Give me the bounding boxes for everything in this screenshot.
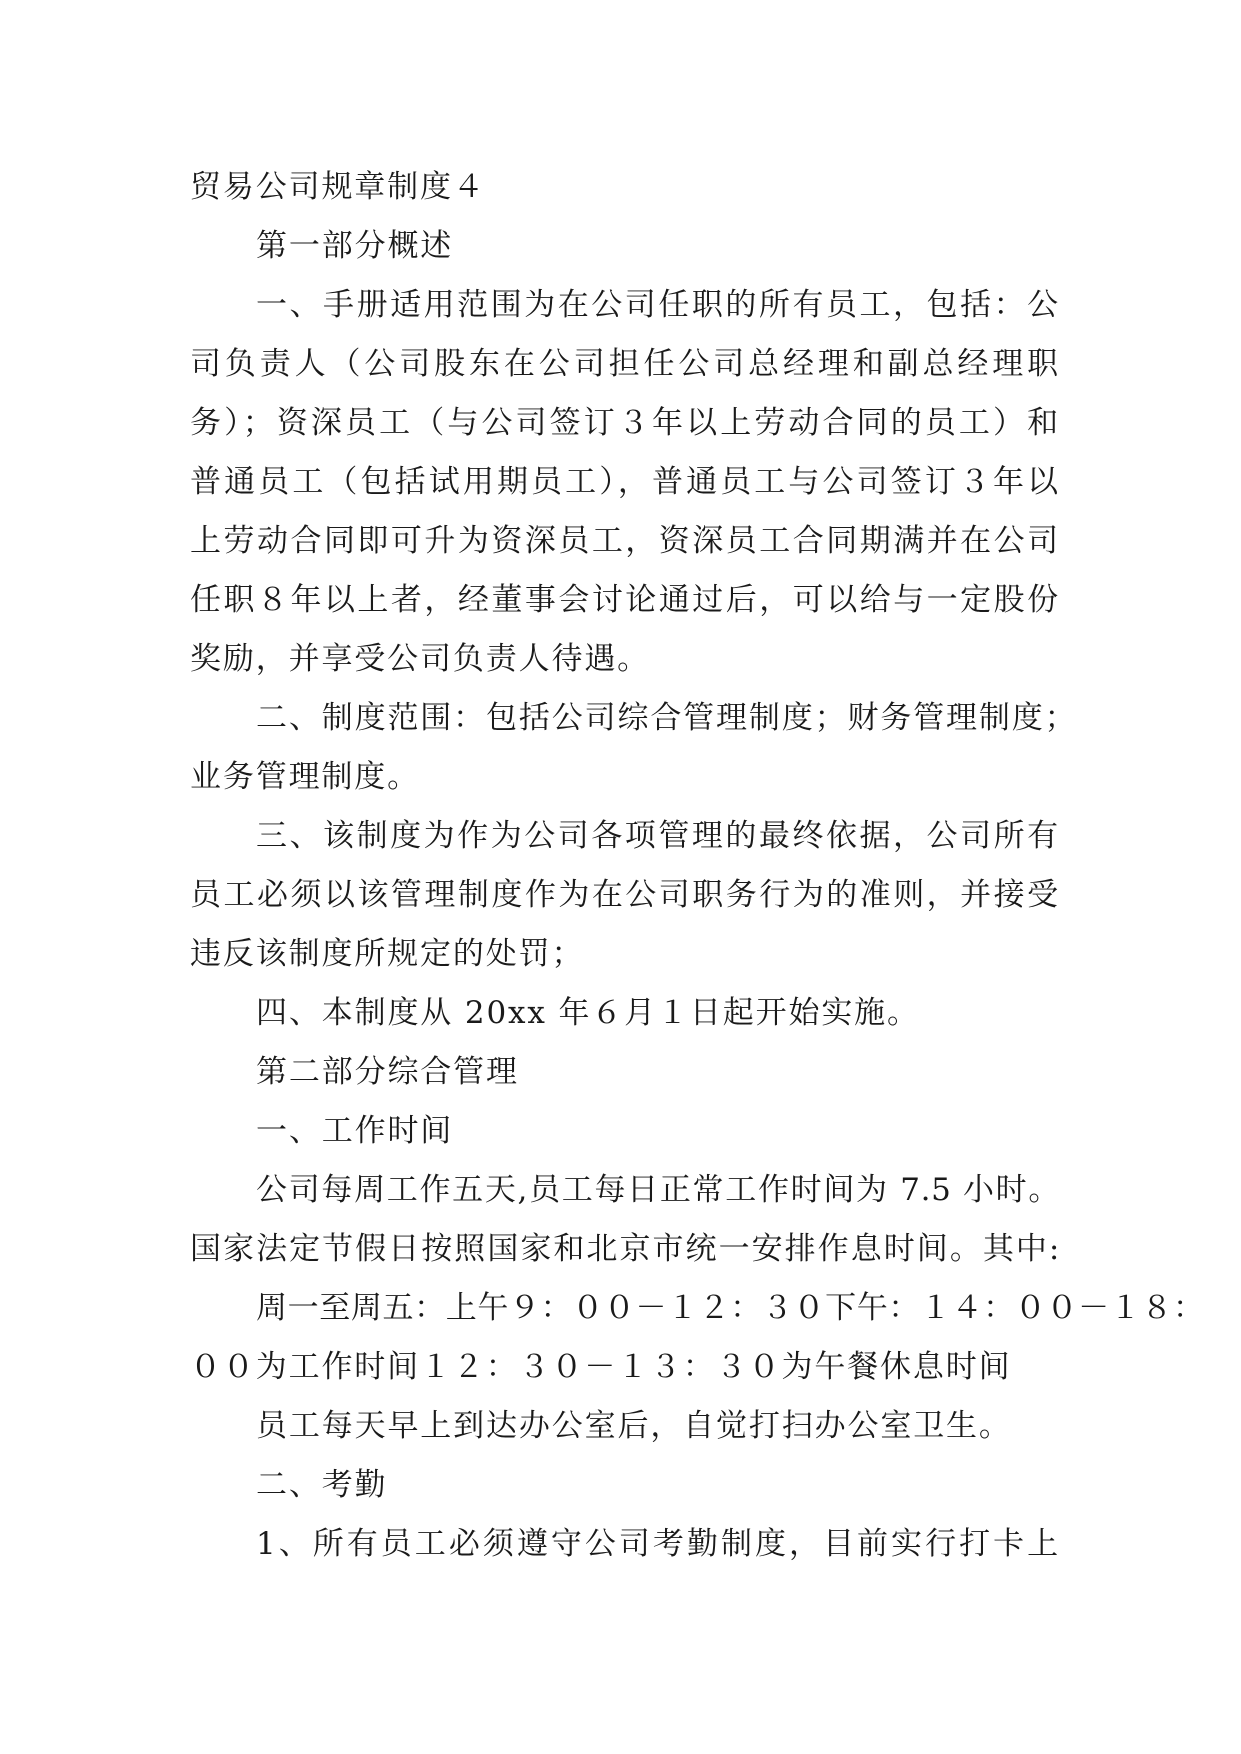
paragraph-line: 务）；资深员工（与公司签订３年以上劳动合同的员工）和 <box>190 405 1060 441</box>
paragraph-line: 任职８年以上者，经董事会讨论通过后，可以给与一定股份 <box>190 582 1060 618</box>
paragraph-line: 四、本制度从 20xx 年６月１日起开始实施。 <box>256 995 920 1031</box>
subsection-heading: 一、工作时间 <box>256 1113 454 1149</box>
paragraph-line: 三、该制度为作为公司各项管理的最终依据，公司所有 <box>256 818 1060 854</box>
paragraph-line: 国家法定节假日按照国家和北京市统一安排作息时间。其中: <box>190 1231 1060 1267</box>
paragraph-line: 员工必须以该管理制度作为在公司职务行为的准则，并接受 <box>190 877 1060 913</box>
paragraph-line: 奖励，并享受公司负责人待遇。 <box>190 641 651 677</box>
paragraph-line: 周一至周五：上午９：００－１２：３０下午：１４：００－１８： <box>256 1290 1205 1326</box>
paragraph-line: 司负责人（公司股东在公司担任公司总经理和副总经理职 <box>190 346 1060 382</box>
section-heading: 第二部分综合管理 <box>256 1054 519 1090</box>
paragraph-line: 一、手册适用范围为在公司任职的所有员工，包括：公 <box>256 287 1060 323</box>
section-heading: 第一部分概述 <box>256 228 454 264</box>
paragraph-line: 上劳动合同即可升为资深员工，资深员工合同期满并在公司 <box>190 523 1060 559</box>
paragraph-line: 普通员工（包括试用期员工），普通员工与公司签订３年以 <box>190 464 1060 500</box>
document-body <box>190 158 1205 1574</box>
paragraph-line: ００为工作时间１２：３０－１３：３０为午餐休息时间 <box>190 1349 1012 1385</box>
paragraph-line: 业务管理制度。 <box>190 759 421 795</box>
paragraph-line: 1、所有员工必须遵守公司考勤制度，目前实行打卡上 <box>256 1526 1060 1562</box>
paragraph-line: 公司每周工作五天,员工每日正常工作时间为 7.5 小时。 <box>256 1172 1060 1208</box>
document-title: 贸易公司规章制度４ <box>190 169 486 205</box>
subsection-heading: 二、考勤 <box>256 1467 388 1503</box>
paragraph-line: 二、制度范围：包括公司综合管理制度；财务管理制度； <box>256 700 1078 736</box>
paragraph-line: 员工每天早上到达办公室后，自觉打扫办公室卫生。 <box>256 1408 1012 1444</box>
paragraph-line: 违反该制度所规定的处罚； <box>190 936 585 972</box>
